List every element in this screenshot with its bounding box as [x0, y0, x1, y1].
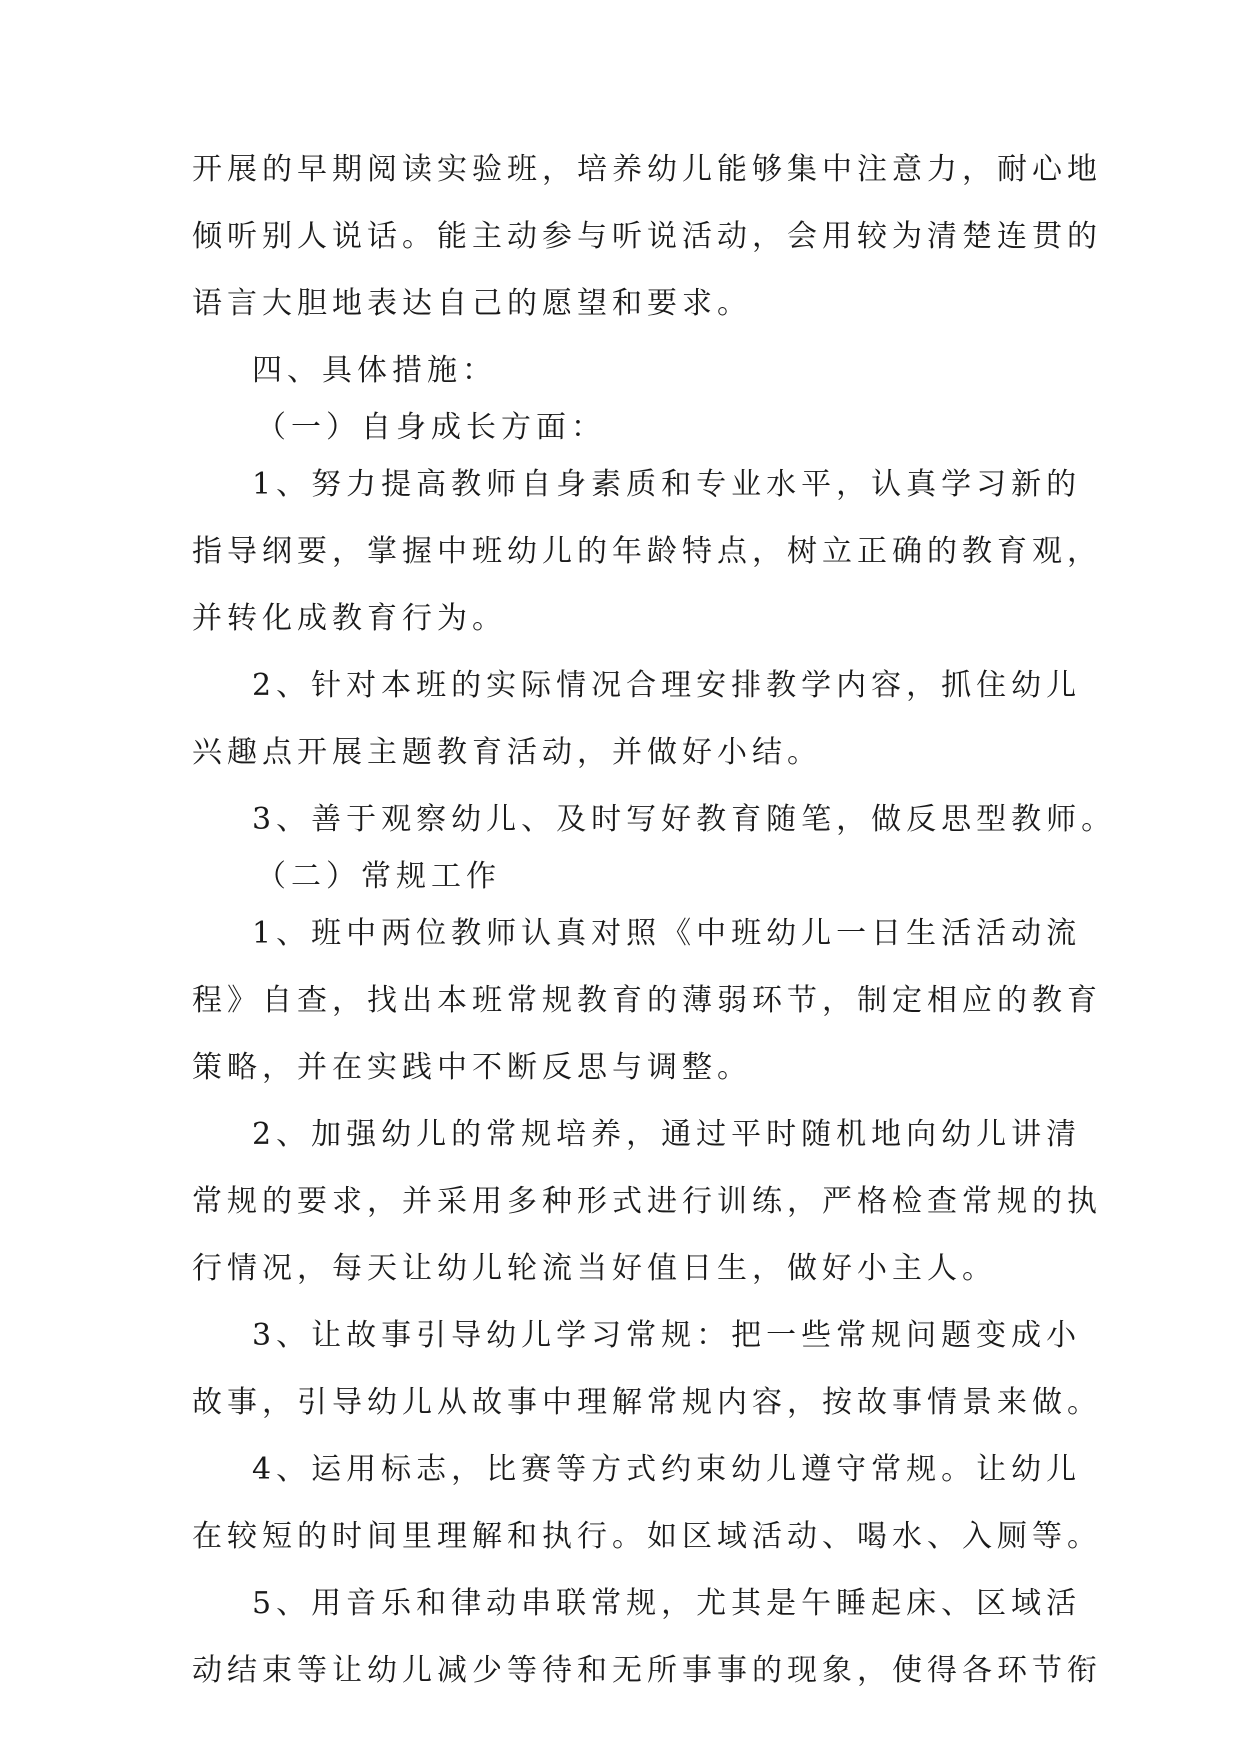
text-line: 4、运用标志，比赛等方式约束幼儿遵守常规。让幼儿 — [252, 1452, 1082, 1487]
text-line: 1、班中两位教师认真对照《中班幼儿一日生活活动流 — [252, 916, 1082, 951]
text-line: 行情况，每天让幼儿轮流当好值日生，做好小主人。 — [192, 1251, 997, 1286]
text-line: 2、针对本班的实际情况合理安排教学内容，抓住幼儿 — [252, 668, 1082, 703]
text-line: 兴趣点开展主题教育活动，并做好小结。 — [192, 735, 822, 770]
text-line: 程》自查，找出本班常规教育的薄弱环节，制定相应的教育 — [192, 983, 1102, 1018]
section-heading: 四、具体措施： — [252, 353, 497, 388]
text-line: 故事，引导幼儿从故事中理解常规内容，按故事情景来做。 — [192, 1385, 1102, 1420]
text-line: 开展的早期阅读实验班，培养幼儿能够集中注意力，耐心地 — [192, 152, 1102, 187]
subsection-heading: （一）自身成长方面： — [256, 410, 606, 445]
text-line: 指导纲要，掌握中班幼儿的年龄特点，树立正确的教育观， — [192, 534, 1102, 569]
text-line: 5、用音乐和律动串联常规，尤其是午睡起床、区域活 — [252, 1586, 1082, 1621]
text-line: 3、让故事引导幼儿学习常规：把一些常规问题变成小 — [252, 1318, 1082, 1353]
text-line: 在较短的时间里理解和执行。如区域活动、喝水、入厕等。 — [192, 1519, 1102, 1554]
text-line: 常规的要求，并采用多种形式进行训练，严格检查常规的执 — [192, 1184, 1102, 1219]
subsection-heading: （二）常规工作 — [256, 859, 501, 894]
text-line: 2、加强幼儿的常规培养，通过平时随机地向幼儿讲清 — [252, 1117, 1082, 1152]
text-line: 策略，并在实践中不断反思与调整。 — [192, 1050, 752, 1085]
text-line: 倾听别人说话。能主动参与听说活动，会用较为清楚连贯的 — [192, 219, 1102, 254]
text-line: 并转化成教育行为。 — [192, 601, 507, 636]
text-line: 3、善于观察幼儿、及时写好教育随笔，做反思型教师。 — [252, 802, 1117, 837]
text-line: 1、努力提高教师自身素质和专业水平，认真学习新的 — [252, 467, 1082, 502]
text-line: 动结束等让幼儿减少等待和无所事事的现象，使得各环节衔 — [192, 1653, 1102, 1688]
text-line: 语言大胆地表达自己的愿望和要求。 — [192, 286, 752, 321]
